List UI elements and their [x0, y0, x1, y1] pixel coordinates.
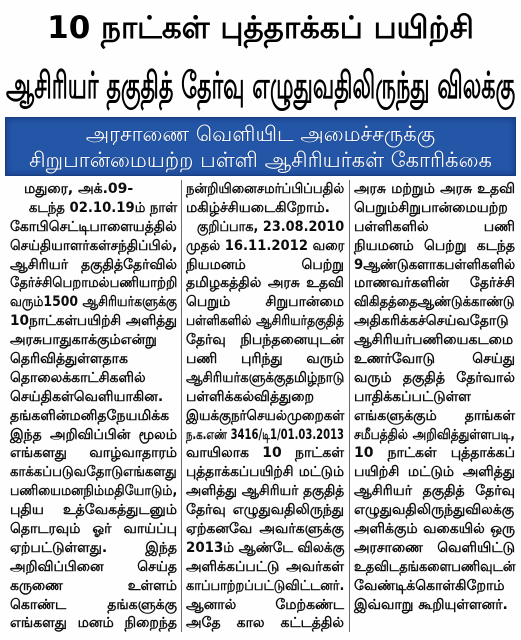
article-column-2 [186, 180, 344, 636]
article-line: அளிக்கப்பட்டு அவர்கள் [186, 558, 344, 575]
article-line: அரசுபாதுகாக்கும்என்று [10, 332, 157, 349]
article-line: அறிவிப்பினை செய்த [10, 558, 177, 575]
article-line: உணர்வோடு செய்து [354, 351, 515, 368]
article-line: பள்ளிக்கல்வித்துறை [186, 388, 315, 405]
article-line: இந்த அறிவிப்பின் மூலம் [10, 426, 177, 443]
article-line: ஆசிரியர் தகுதித் தேர்வு [354, 483, 515, 500]
article-line: பணியைமனநிம்மதியோடும், [10, 483, 178, 500]
article-line: பணி புரிந்து வரும் [186, 351, 344, 368]
article-line: கொண்ட தங்களுக்கு [10, 596, 177, 613]
article-line: பெறும்சிறுபான்மையற்ற [354, 199, 508, 216]
article-line: 9ஆண்டுகளாகபள்ளிகளில் [354, 256, 516, 273]
article-line: 10 நாட்கள் புத்தாக்கப் [354, 445, 515, 462]
article-line: மதுரை, அக்.09- [24, 181, 134, 197]
article-line: தேர்வு எழுதுவதிலிருந்து [186, 502, 344, 519]
article-line: செய்திகள்வெளியாகின. [10, 388, 164, 405]
subheadline-line-2: சிறுபான்மையற்ற பள்ளி ஆசிரியர்கள் கோரிக்கை [29, 148, 492, 172]
article-line: எங்களது மனம் நிறைந்த [10, 615, 177, 632]
article-line: செய்தியாளர்கள்சந்திப்பில், [10, 237, 178, 254]
article-line: தங்களின்மனிதநேயமிக்க [10, 407, 170, 424]
column-rule [181, 180, 182, 632]
article-line: கடந்த 02.10.19ம் நாள் [28, 199, 178, 216]
article-line: பாதிக்கப்பட்டுள்ள [354, 388, 471, 405]
article-line: ஆசிரியர்பணியைகடமை [354, 332, 514, 349]
article-line: முதல் 16.11.2012 வரை [186, 237, 345, 254]
article-line: அரசு மற்றும் அரசு உதவி [354, 181, 515, 197]
article-line: குறிப்பாக, 23.08.2010 [197, 218, 345, 235]
article-line: அளிக்கும் வகையில் ஒரு [354, 521, 515, 538]
article-line: தொடரவும் ஓர் வாய்ப்பு [10, 521, 177, 538]
article-line: வரும்1500 ஆசிரியர்களுக்கு [10, 294, 177, 311]
article-line: இயக்குநர்செயல்முறைகள் [186, 407, 345, 424]
article-line: எங்களது வாழ்வாதாரம் [10, 445, 177, 462]
article-line: ஆசிரியர் தகுதித்தேர்வில் [10, 256, 177, 273]
column-rule [349, 180, 350, 632]
article-line: அதே கால கட்டத்தில் [186, 615, 344, 632]
article-line: கோபிசெட்டிபாளையத்தில் [10, 218, 177, 235]
article-line: தெரிவித்துள்ளதாக [10, 351, 128, 368]
article-line: 2013ம் ஆண்டே விலக்கு [186, 539, 345, 556]
article-line: 10நாட்கள்பயிற்சி அளித்து [10, 313, 177, 330]
article-line: நியமனம் பெற்று [186, 256, 344, 273]
article-line: மாணவர்களின் தேர்ச்சி [354, 275, 515, 292]
article-line: அளித்து ஆசிரியர் தகுதித் [186, 483, 345, 500]
subheadline-line-1: அரசாணை வெளியிட அமைச்சருக்கு [85, 122, 436, 146]
article-column-3 [354, 180, 515, 636]
article-line: வாயிலாக 10 நாட்கள் [186, 445, 344, 462]
article-line: காக்கப்படுவதோடுஎங்களது [10, 464, 177, 481]
article-line: கருணை உள்ளம் [10, 577, 177, 594]
article-line: சமீபத்தில் அறிவித்துள்ளபடி, [354, 426, 515, 443]
article-line: புதிய உத்வேகத்துடனும் [10, 502, 177, 519]
article-line: தேர்வு நிபந்தனையுடன் [186, 332, 344, 349]
article-line: ந.க.எண் 3416/டி1/01.03.2013 [186, 426, 344, 443]
article-line: இவ்வாறு கூறியுள்ளனர். [354, 596, 508, 613]
article-line: அரசாணை வெளியிட்டு [354, 539, 515, 556]
article-line: வேண்டிக்கொள்கிறோம் [354, 577, 505, 594]
article-line: தமிழகத்தில் அரசு உதவி [186, 275, 344, 292]
article-line: ஆசிரியர்களுக்குதமிழ்நாடு [186, 369, 345, 386]
subheadline-banner [5, 117, 516, 176]
headline-line-2: ஆசிரியர் தகுதித் தேர்வு எழுதுவதிலிருந்து விலக்கு [6, 64, 516, 107]
article-line: தொலைக்காட்சிகளில் [10, 369, 146, 386]
headline-line-1: 10 நாட்கள் புத்தாக்கப் பயிற்சி [47, 10, 474, 46]
article-line: நன்றியினைசமர்ப்பிப்பதில் [186, 181, 345, 197]
article-line: தேர்ச்சிபெறாமல்பணியாற்றி [10, 275, 178, 292]
article-line: காப்பாற்றப்பட்டுவிட்டனர். [186, 577, 345, 594]
article-line: புத்தாக்கப்பயிற்சி மட்டும் [186, 464, 344, 481]
article-line: விகிதத்தைஆண்டுக்காண்டு [354, 294, 515, 311]
article-line: பெறும் சிறுபான்மை [186, 294, 344, 311]
article-line: வரும் தகுதித் தேர்வால் [354, 369, 515, 386]
article-line: பள்ளிகளில் ஆசிரியர்தகுதித் [186, 313, 344, 330]
article-line: நியமனம் பெற்று கடந்த [354, 237, 515, 254]
article-line: உதவிடதங்களைபணிவுடன் [354, 558, 516, 575]
article-line: பயிற்சி மட்டும் அளித்து [354, 464, 515, 481]
article-line: ஏற்பட்டுள்ளது. இந்த [10, 539, 177, 556]
article-line: எழுதுவதிலிருந்துவிலக்கு [354, 502, 515, 519]
article-column-1 [10, 180, 177, 636]
article-line: ஆனால் மேற்கண்ட [186, 596, 344, 613]
article-line: மகிழ்ச்சியடைகிறோம். [186, 199, 330, 216]
article-line: பள்ளிகளில் பணி [354, 218, 515, 235]
article-line: ஏற்கனவே அவர்களுக்கு [186, 521, 344, 538]
article-line: எங்களுக்கும் தாங்கள் [354, 407, 515, 424]
article-line: அதிகரிக்கச்செய்வதோடு [354, 313, 509, 330]
